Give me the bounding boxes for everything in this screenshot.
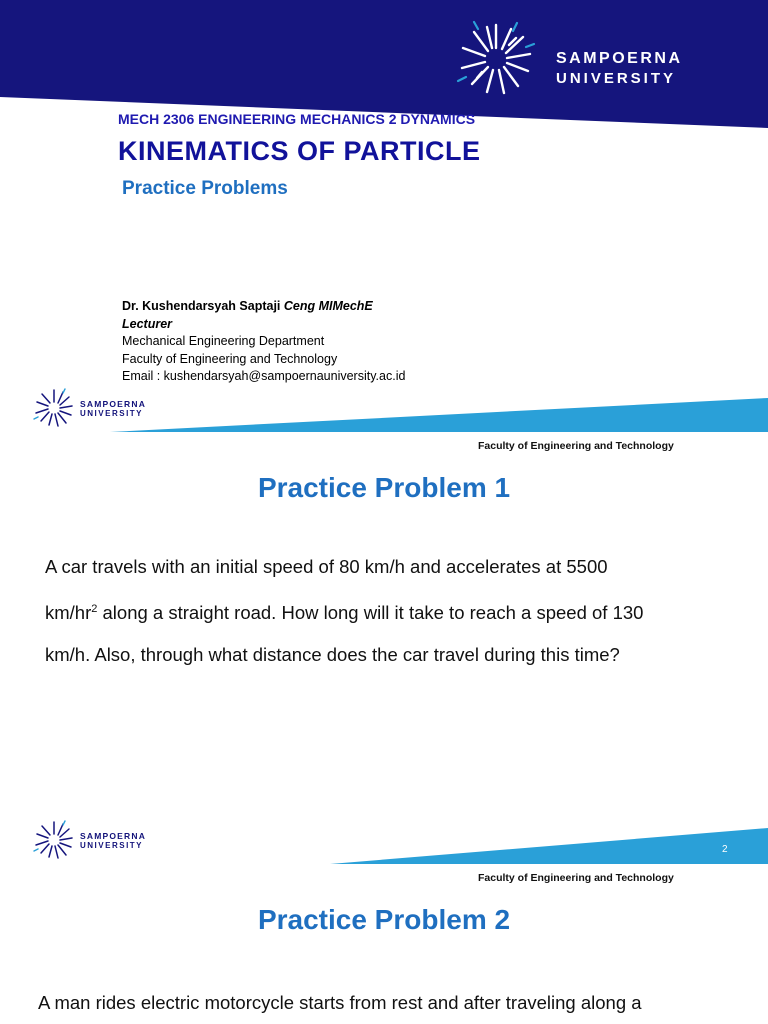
deck-subtitle: Practice Problems <box>122 178 288 199</box>
author-name: Dr. Kushendarsyah Saptaji <box>122 299 281 313</box>
course-code: MECH 2306 ENGINEERING MECHANICS 2 DYNAMICS <box>118 111 476 127</box>
footer-wedge <box>0 826 768 864</box>
university-logo <box>452 18 752 100</box>
problem-slide-1 <box>0 432 768 864</box>
problem-statement <box>45 546 735 676</box>
author-credentials: Ceng MIMechE <box>283 299 373 313</box>
author-name-line <box>122 298 405 316</box>
brand-wordmark-line2: UNIVERSITY <box>80 841 144 850</box>
problem-text-fragment: along a straight road. How long will it take to reach a speed of 130 <box>97 602 644 624</box>
problem-statement <box>38 982 758 1024</box>
problem-line: A man rides electric motorcycle starts from rest and after traveling along a <box>38 992 642 1013</box>
author-faculty: Faculty of Engineering and Technology <box>122 351 338 366</box>
author-info <box>122 298 405 386</box>
title-slide <box>0 0 768 432</box>
faculty-footer: Faculty of Engineering and Technology <box>478 440 674 452</box>
problem-text-fragment: km/hr <box>45 602 92 624</box>
footer-wedge <box>0 394 768 432</box>
problem-line: km/h. Also, through what distance does the car travel during this time? <box>45 644 620 666</box>
page-number: 2 <box>722 844 728 855</box>
problem-title: Practice Problem 1 <box>257 472 511 503</box>
author-email: Email : kushendarsyah@sampoernauniversity.ac.id <box>122 369 406 383</box>
brand-wordmark-line1: SAMPOERNA <box>556 50 683 67</box>
faculty-footer: Faculty of Engineering and Technology <box>478 872 674 884</box>
deck-title: KINEMATICS OF PARTICLE <box>118 136 481 166</box>
exponent: 2 <box>91 603 98 615</box>
problem-slide-2 <box>0 864 768 1024</box>
brand-wordmark-line2: UNIVERSITY <box>556 70 677 87</box>
author-role: Lecturer <box>122 316 173 331</box>
problem-title: Practice Problem 2 <box>257 904 511 935</box>
starburst-logo-icon <box>452 18 540 100</box>
problem-line: A car travels with an initial speed of 80 km/h and accelerates at 5500 <box>45 556 608 577</box>
brand-wordmark-line1: SAMPOERNA <box>80 831 147 841</box>
brand-wordmark-line2: UNIVERSITY <box>80 409 144 418</box>
author-department: Mechanical Engineering Department <box>122 334 325 348</box>
problem-line <box>45 588 735 634</box>
brand-wordmark-line1: SAMPOERNA <box>80 399 147 409</box>
